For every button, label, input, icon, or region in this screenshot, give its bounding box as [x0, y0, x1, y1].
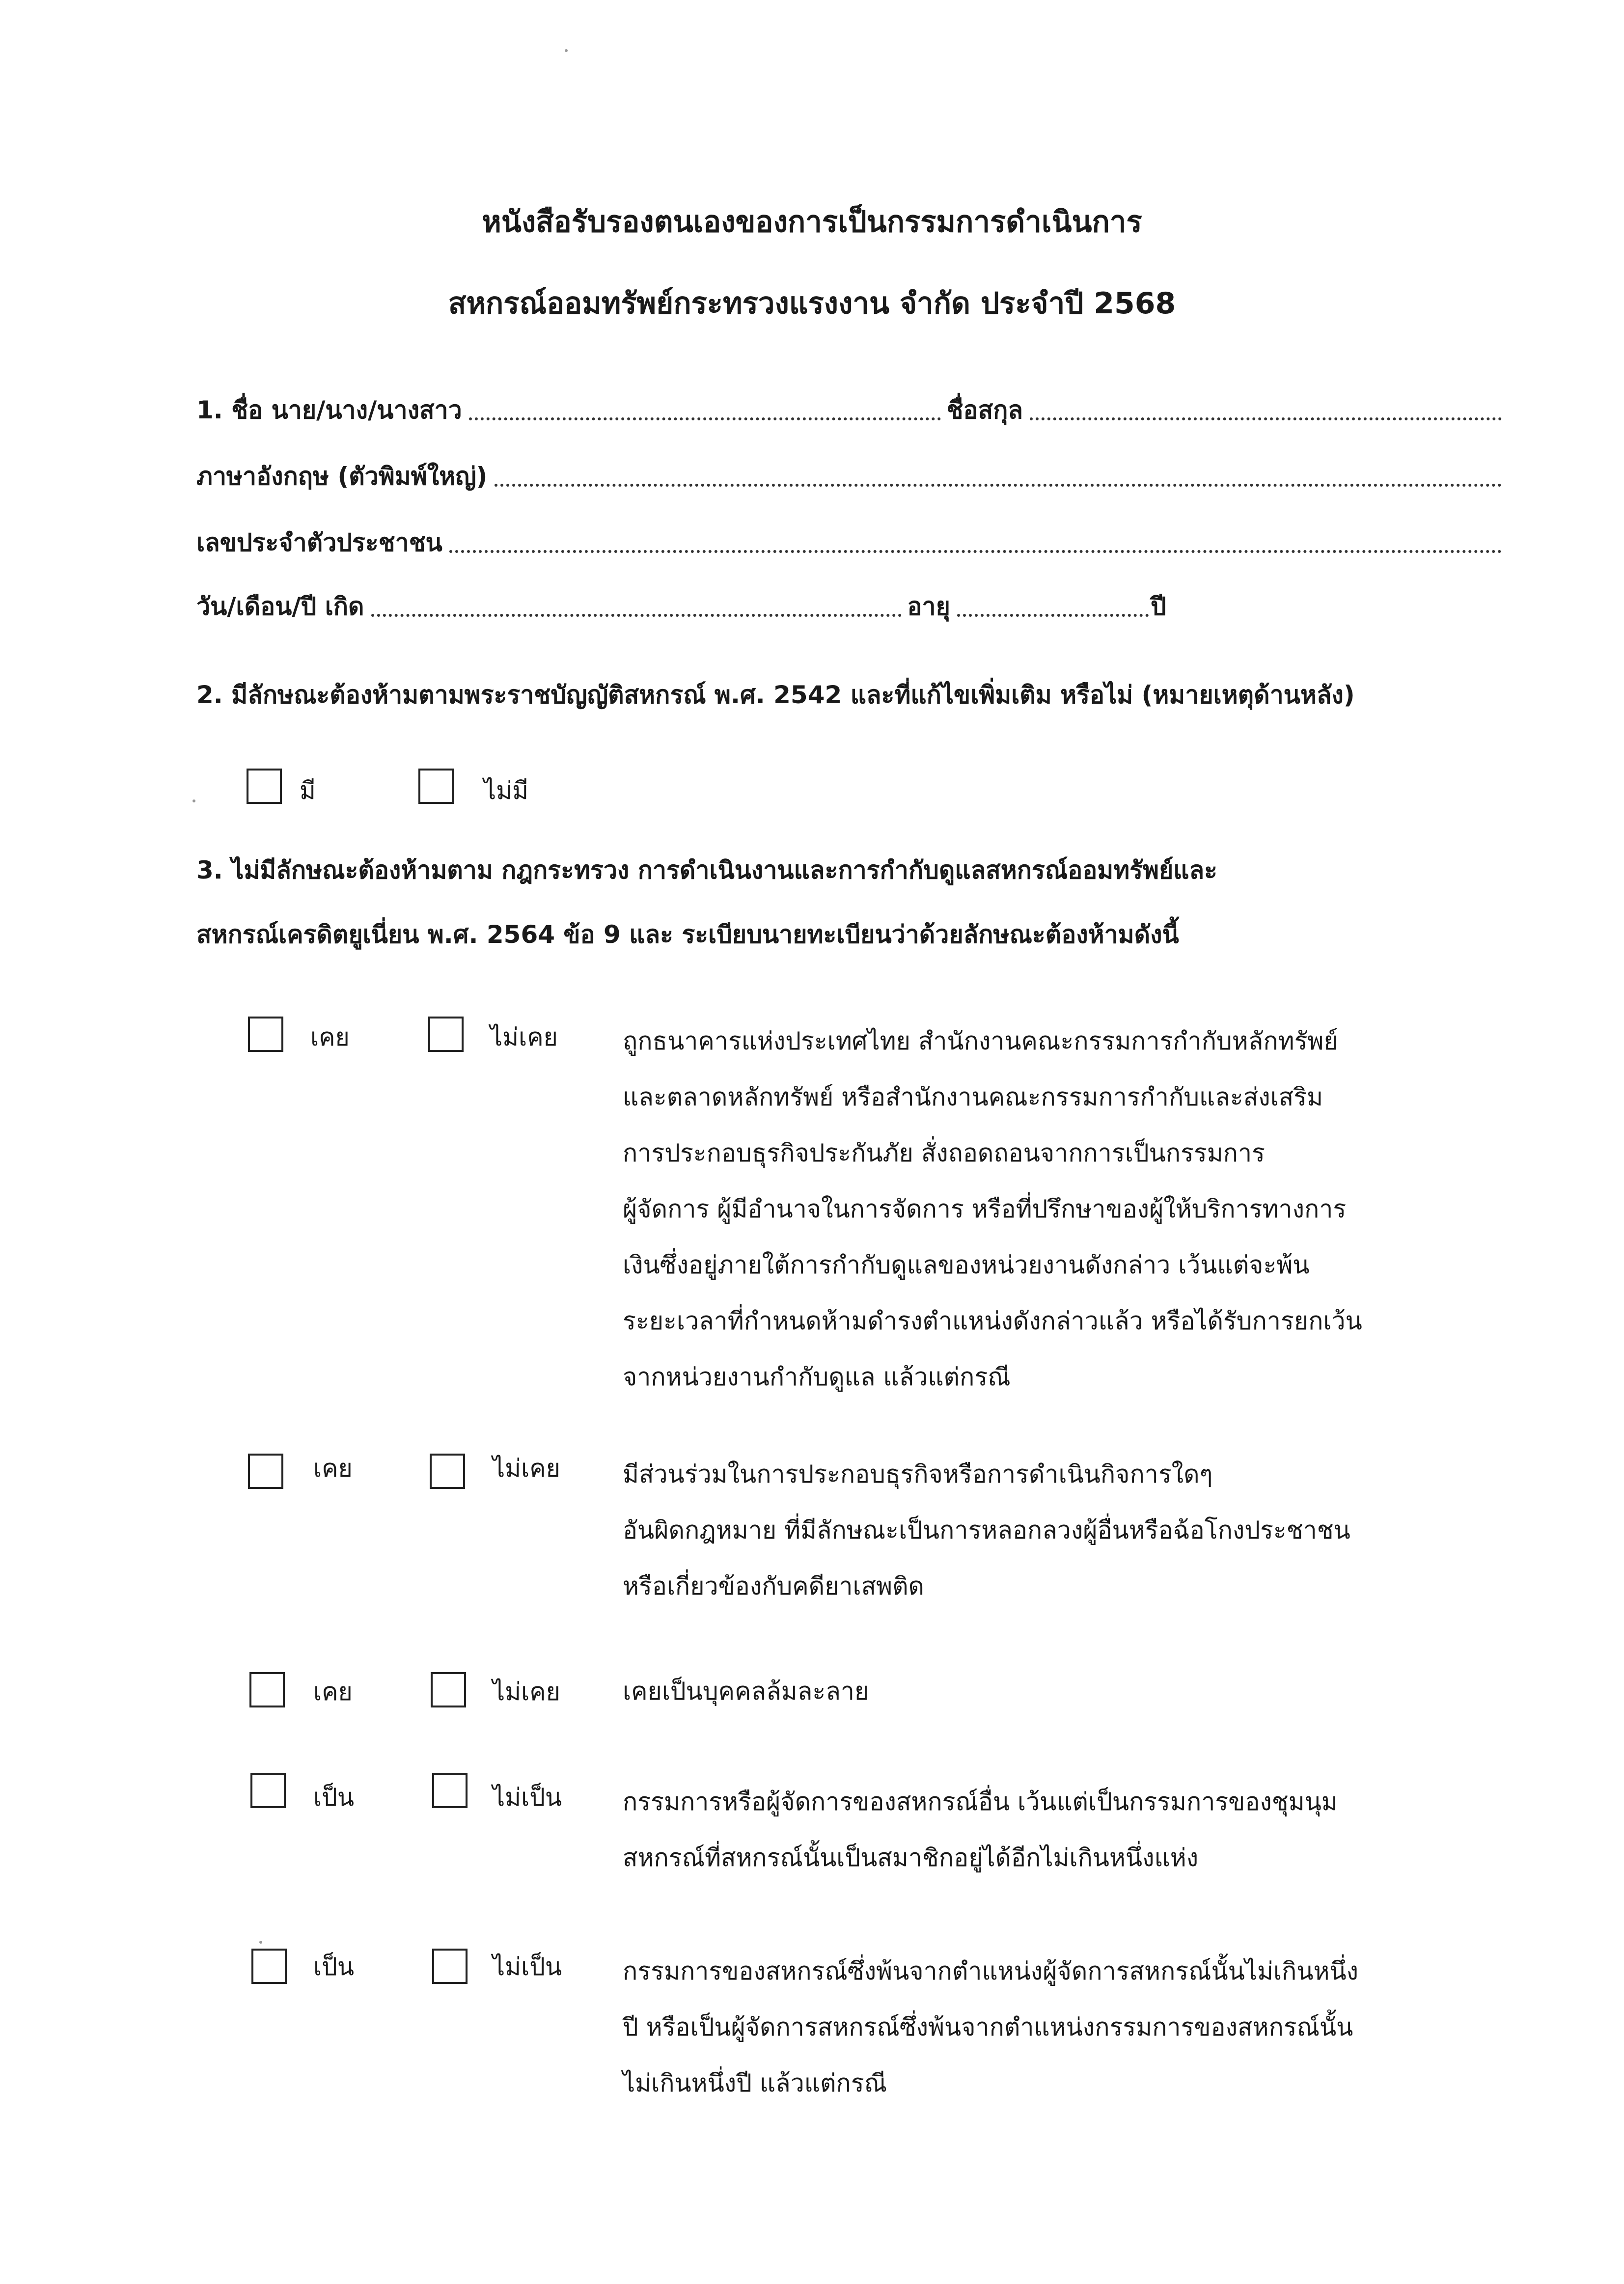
- scan-speck: [193, 799, 195, 802]
- item1-no-label: ไม่เคย: [490, 1023, 558, 1051]
- prohibited-yes-checkbox[interactable]: [247, 769, 282, 804]
- item1-yes-label: เคย: [310, 1023, 350, 1051]
- age-unit-label: ปี: [1150, 592, 1166, 621]
- item3-text: [623, 1663, 1438, 1719]
- item1-line: และตลาดหลักทรัพย์ หรือสำนักงานคณะกรรมการกำกับและส่งเสริม: [623, 1083, 1323, 1111]
- item2-no-checkbox[interactable]: [430, 1454, 465, 1489]
- english-name-label: ภาษาอังกฤษ (ตัวพิมพ์ใหญ่): [196, 462, 488, 491]
- item1-line: จากหน่วยงานกำกับดูแล แล้วแต่กรณี: [623, 1363, 1011, 1391]
- surname-field[interactable]: [1030, 417, 1502, 420]
- item2-line: อันผิดกฎหมาย ที่มีลักษณะเป็นการหลอกลวงผู้อื่นหรือฉ้อโกงประชาชน: [623, 1516, 1350, 1544]
- name-field[interactable]: [469, 417, 941, 420]
- item1-text: [623, 1013, 1438, 1405]
- item2-yes-checkbox[interactable]: [248, 1454, 283, 1489]
- item4-no-checkbox[interactable]: [432, 1773, 468, 1808]
- birth-age-row: [196, 589, 1508, 624]
- section2-question: 2. มีลักษณะต้องห้ามตามพระราชบัญญัติสหกรณ์ พ.ศ. 2542 และที่แก้ไขเพิ่มเติม หรือไม่ (หมายเหตุด้านหลัง): [196, 681, 1355, 709]
- item2-no-label: ไม่เคย: [493, 1454, 560, 1483]
- item5-yes-label: เป็น: [313, 1953, 355, 1981]
- item1-yes-checkbox[interactable]: [248, 1017, 283, 1052]
- item1-line: เงินซึ่งอยู่ภายใต้การกำกับดูแลของหน่วยงานดังกล่าว เว้นแต่จะพ้น: [623, 1251, 1310, 1279]
- section3-heading-line1: 3. ไม่มีลักษณะต้องห้ามตาม กฎกระทรวง การดำเนินงานและการกำกับดูแลสหกรณ์ออมทรัพย์และ: [196, 856, 1218, 884]
- item3-no-checkbox[interactable]: [431, 1672, 466, 1707]
- item5-no-label: ไม่เป็น: [493, 1953, 562, 1981]
- item4-text: [623, 1774, 1438, 1886]
- section3-heading-line2: สหกรณ์เครดิตยูเนี่ยน พ.ศ. 2564 ข้อ 9 และ ระเบียบนายทะเบียนว่าด้วยลักษณะต้องห้ามดังนี้: [196, 920, 1179, 949]
- id-number-row: [196, 525, 1508, 560]
- scan-speck: [565, 49, 568, 52]
- surname-label: ชื่อสกุล: [946, 396, 1023, 424]
- document-title-line1: หนังสือรับรองตนเองของการเป็นกรรมการดำเนินการ: [482, 205, 1142, 239]
- prohibited-yes-label: มี: [300, 776, 316, 805]
- item2-line: หรือเกี่ยวข้องกับคดียาเสพติด: [623, 1572, 925, 1600]
- item4-yes-label: เป็น: [313, 1783, 355, 1812]
- name-row: [196, 393, 1508, 427]
- item4-line: กรรมการหรือผู้จัดการของสหกรณ์อื่น เว้นแต่เป็นกรรมการของชุมนุม: [623, 1788, 1338, 1816]
- item4-no-label: ไม่เป็น: [493, 1783, 562, 1812]
- age-field[interactable]: [957, 614, 1149, 617]
- prohibited-no-label: ไม่มี: [484, 776, 529, 805]
- item2-yes-label: เคย: [313, 1454, 353, 1483]
- item1-line: ผู้จัดการ ผู้มีอำนาจในการจัดการ หรือที่ปรึกษาของผู้ให้บริการทางการ: [623, 1195, 1347, 1223]
- item3-yes-checkbox[interactable]: [249, 1672, 285, 1707]
- id-number-label: เลขประจำตัวประชาชน: [196, 528, 442, 557]
- item2-text: [623, 1446, 1438, 1614]
- item5-yes-checkbox[interactable]: [251, 1949, 287, 1984]
- english-name-row: [196, 459, 1508, 494]
- item5-line: กรรมการของสหกรณ์ซึ่งพ้นจากตำแหน่งผู้จัดการสหกรณ์นั้นไม่เกินหนึ่ง: [623, 1957, 1359, 1985]
- birth-date-field[interactable]: [371, 614, 902, 617]
- age-label: อายุ: [907, 592, 950, 621]
- birth-date-label: วัน/เดือน/ปี เกิด: [196, 592, 364, 621]
- item1-no-checkbox[interactable]: [428, 1017, 464, 1052]
- item3-yes-label: เคย: [313, 1678, 353, 1706]
- item5-text: [623, 1943, 1438, 2111]
- item4-yes-checkbox[interactable]: [250, 1773, 286, 1808]
- item5-line: ปี หรือเป็นผู้จัดการสหกรณ์ซึ่งพ้นจากตำแหน่งกรรมการของสหกรณ์นั้น: [623, 2013, 1353, 2041]
- item5-no-checkbox[interactable]: [432, 1949, 468, 1984]
- item1-line: ถูกธนาคารแห่งประเทศไทย สำนักงานคณะกรรมการกำกับหลักทรัพย์: [623, 1027, 1338, 1055]
- scan-speck: [259, 1941, 262, 1944]
- item5-line: ไม่เกินหนึ่งปี แล้วแต่กรณี: [623, 2069, 887, 2097]
- name-label: 1. ชื่อ นาย/นาง/นางสาว: [196, 396, 462, 424]
- prohibited-no-checkbox[interactable]: [418, 769, 454, 804]
- item4-line: สหกรณ์ที่สหกรณ์นั้นเป็นสมาชิกอยู่ได้อีกไม่เกินหนึ่งแห่ง: [623, 1844, 1199, 1872]
- item2-line: มีส่วนร่วมในการประกอบธุรกิจหรือการดำเนินกิจการใดๆ: [623, 1460, 1213, 1488]
- document-title-line2: สหกรณ์ออมทรัพย์กระทรวงแรงงาน จำกัด ประจำปี 2568: [448, 286, 1176, 321]
- id-number-field[interactable]: [449, 550, 1502, 553]
- item3-line: เคยเป็นบุคคลล้มละลาย: [623, 1677, 869, 1706]
- english-name-field[interactable]: [495, 484, 1502, 487]
- item3-no-label: ไม่เคย: [493, 1678, 560, 1706]
- item1-line: ระยะเวลาที่กำหนดห้ามดำรงตำแหน่งดังกล่าวแล้ว หรือได้รับการยกเว้น: [623, 1307, 1362, 1335]
- item1-line: การประกอบธุรกิจประกันภัย สั่งถอดถอนจากการเป็นกรรมการ: [623, 1139, 1265, 1167]
